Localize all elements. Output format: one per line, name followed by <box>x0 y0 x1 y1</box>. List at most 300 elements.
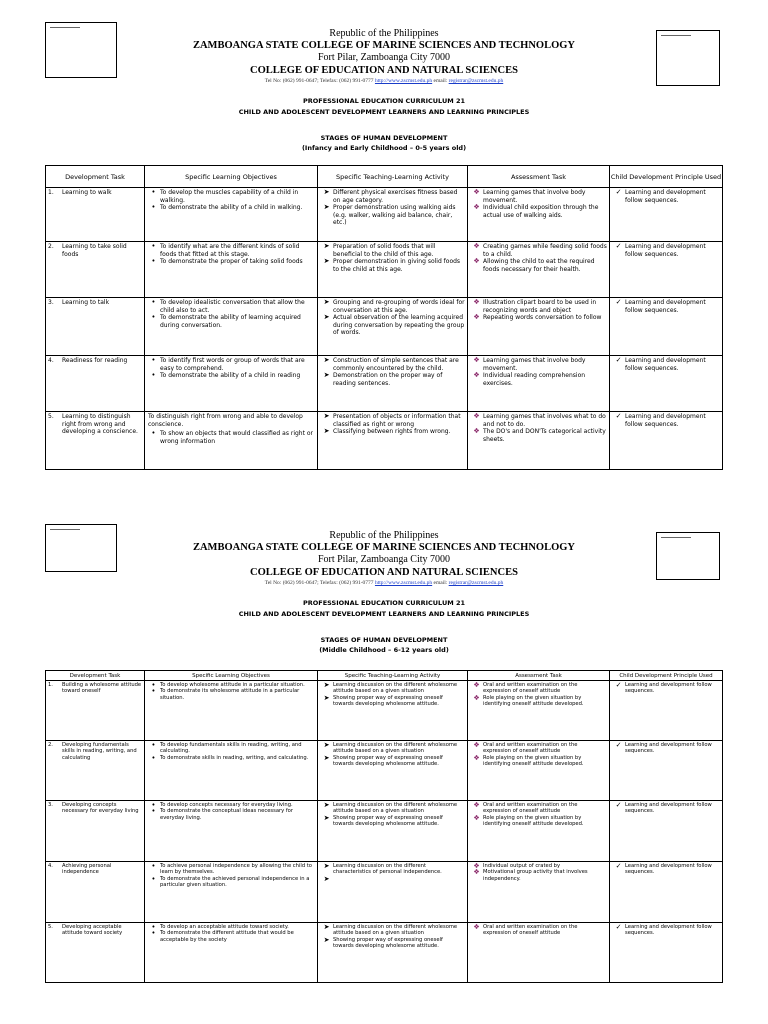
activity-text: Different physical exercises fitness based on age category. <box>333 189 458 204</box>
assessment-text: Oral and written examination on the expression of oneself attitude <box>483 924 578 937</box>
assessment-item <box>470 189 607 204</box>
objective-item <box>147 204 315 212</box>
assessment-text: Learning games that involve body movement. <box>483 189 586 204</box>
bullet-icon: • <box>151 313 156 322</box>
arrow-icon: ➤ <box>323 427 330 436</box>
objective-item <box>147 876 315 889</box>
objective-text: To demonstrate the conceptual ideas necessary for everyday living. <box>160 808 293 821</box>
arrow-icon: ➤ <box>323 298 330 306</box>
objective-text: To identify what are the different kinds of solid foods that fitted at this stage. <box>160 243 300 258</box>
letterhead-address: Fort Pilar, Zamboanga City 7000 <box>317 52 451 63</box>
objective-list <box>145 681 317 702</box>
objective-item <box>147 189 315 204</box>
left-logo-placeholder <box>45 524 117 572</box>
diamond-icon: ❖ <box>473 242 480 250</box>
activity-text: Learning discussion on the different characteristics of personal independence. <box>333 863 442 876</box>
principle-list <box>610 356 722 373</box>
diamond-icon: ❖ <box>473 203 480 212</box>
curriculum-table-infancy <box>45 165 723 470</box>
principle-text: Learning and development follow sequences. <box>625 924 712 937</box>
principle-cell <box>610 862 723 923</box>
principle-cell <box>610 801 723 862</box>
objective-text: To demonstrate the achieved personal independence in a particular given situation. <box>160 875 310 889</box>
course-subtitle: CHILD AND ADOLESCENT DEVELOPMENT LEARNERS AND LEARNING PRINCIPLES <box>238 108 530 116</box>
letterhead-contact: Tel No: (062) 991-0647; Telefax: (062) 991-0777 http://www.zscmst.edu.ph email: registrar@zscmst.edu.ph <box>264 580 504 586</box>
activity-list <box>318 801 467 829</box>
assessment-list <box>468 801 609 829</box>
objective-text: To identify first words or group of words that are easy to comprehend. <box>160 357 305 372</box>
bullet-icon: • <box>151 929 156 938</box>
activity-text: Showing proper way of expressing oneself towards developing wholesome attitude. <box>333 754 443 768</box>
table-row <box>46 356 723 412</box>
objective-cell <box>145 298 318 356</box>
development-task <box>46 356 144 366</box>
principle-text: Learning and development follow sequences. <box>625 189 706 204</box>
activity-cell <box>318 412 468 470</box>
assessment-item <box>470 357 607 372</box>
assessment-text: Role playing on the given situation by identifying oneself attitude developed. <box>483 694 584 708</box>
objective-item <box>147 314 315 329</box>
assessment-list <box>468 681 609 709</box>
activity-item <box>320 695 465 708</box>
objective-text: To develop fundamentals skills in reading, writing, and calculating. <box>160 742 302 755</box>
assessment-item <box>470 258 607 273</box>
diamond-icon: ❖ <box>473 693 480 702</box>
assessment-cell <box>468 801 610 862</box>
assessment-item <box>470 755 607 768</box>
development-task-cell <box>46 741 145 801</box>
objective-item <box>147 299 315 314</box>
activity-cell <box>318 862 468 923</box>
assessment-item <box>470 869 607 882</box>
activity-list <box>318 412 467 437</box>
activity-item <box>320 742 465 755</box>
column-header-activity: Specific Teaching-Learning Activity <box>318 166 468 188</box>
activity-item <box>320 243 465 258</box>
principle-list <box>610 801 722 816</box>
development-task-cell <box>46 801 145 862</box>
diamond-icon: ❖ <box>473 741 480 749</box>
activity-text: Proper demonstration in giving solid foods to the child at this age. <box>333 258 461 273</box>
activity-text: Showing proper way of expressing oneself towards developing wholesome attitude. <box>333 694 443 708</box>
check-icon: ✓ <box>615 412 622 420</box>
principle-item <box>612 357 720 372</box>
diamond-icon: ❖ <box>473 313 480 322</box>
task-text: Developing fundamentals skills in reading, writing, and calculating <box>62 742 137 761</box>
assessment-cell <box>468 741 610 801</box>
development-task-cell <box>46 923 145 983</box>
activity-cell <box>318 356 468 412</box>
arrow-icon: ➤ <box>323 923 330 931</box>
table-row <box>46 681 723 741</box>
principle-list <box>610 188 722 205</box>
task-text: Learning to take solid foods <box>62 243 127 258</box>
activity-text: Preparation of solid foods that will beneficial to the child of this age. <box>333 243 436 258</box>
task-number: 2. <box>48 243 54 250</box>
activity-list <box>318 242 467 274</box>
objective-cell <box>145 862 318 923</box>
development-task <box>46 862 144 877</box>
diamond-icon: ❖ <box>473 412 480 420</box>
activity-cell <box>318 681 468 741</box>
assessment-cell <box>468 862 610 923</box>
curriculum-table-middle-childhood <box>45 670 723 983</box>
principle-item <box>612 299 720 314</box>
activity-cell <box>318 242 468 298</box>
arrow-icon: ➤ <box>323 935 330 944</box>
website-link[interactable]: http://www.zscmst.edu.ph <box>374 580 433 586</box>
letterhead-contact: Tel No: (062) 991-0647; Telefax: (062) 991-0777 http://www.zscmst.edu.ph email: registrar@zscmst.edu.ph <box>264 78 504 84</box>
activity-cell <box>318 298 468 356</box>
column-header-assessment: Assessment Task <box>468 166 610 188</box>
development-task-cell <box>46 862 145 923</box>
activity-list <box>318 923 467 951</box>
principle-item <box>612 189 720 204</box>
activity-item <box>320 428 465 436</box>
course-subtitle: CHILD AND ADOLESCENT DEVELOPMENT LEARNERS AND LEARNING PRINCIPLES <box>238 610 530 618</box>
objective-text: To demonstrate the ability of learning acquired during conversation. <box>160 314 301 329</box>
assessment-list <box>468 741 609 769</box>
principle-item <box>612 413 720 428</box>
assessment-item <box>470 372 607 387</box>
activity-text: Showing proper way of expressing oneself towards developing wholesome attitude. <box>333 814 443 828</box>
course-title: PROFESSIONAL EDUCATION CURRICULUM 21 <box>302 599 466 607</box>
assessment-text: Learning games that involves what to do and not to do. <box>483 413 606 428</box>
development-task-cell <box>46 188 145 242</box>
activity-list <box>318 298 467 338</box>
assessment-text: Individual reading comprehension exercises. <box>483 372 586 387</box>
principle-list <box>610 298 722 315</box>
assessment-list <box>468 188 609 220</box>
activity-item <box>320 299 465 314</box>
stage-titles <box>100 133 668 153</box>
activity-item <box>320 863 465 876</box>
letterhead-college: COLLEGE OF EDUCATION AND NATURAL SCIENCES <box>250 65 518 76</box>
diamond-icon: ❖ <box>473 257 480 266</box>
principle-item <box>612 863 720 876</box>
letterhead <box>150 28 618 86</box>
diamond-icon: ❖ <box>473 801 480 809</box>
diamond-icon: ❖ <box>473 753 480 762</box>
principle-text: Learning and development follow sequences. <box>625 682 712 695</box>
diamond-icon: ❖ <box>473 371 480 380</box>
principle-cell <box>610 681 723 741</box>
principle-list <box>610 681 722 696</box>
assessment-text: Role playing on the given situation by identifying oneself attitude developed. <box>483 814 584 828</box>
table-row <box>46 188 723 242</box>
arrow-icon: ➤ <box>323 412 330 420</box>
arrow-icon: ➤ <box>323 681 330 689</box>
arrow-icon: ➤ <box>323 371 330 380</box>
diamond-icon: ❖ <box>473 862 480 870</box>
assessment-text: Allowing the child to eat the required foods necessary for their health. <box>483 258 595 273</box>
activity-item <box>320 815 465 828</box>
objective-cell <box>145 741 318 801</box>
assessment-text: Motivational group activity that involves independency. <box>483 869 588 882</box>
activity-text: Proper demonstration using walking aids (e.g. walker, walking aid balance, chair, etc.) <box>333 204 456 227</box>
activity-cell <box>318 923 468 983</box>
activity-text: Learning discussion on the different wholesome attitude based on a given situation <box>333 802 458 815</box>
arrow-icon: ➤ <box>323 693 330 702</box>
assessment-item <box>470 428 607 443</box>
assessment-text: Oral and written examination on the expression of oneself attitude <box>483 742 578 755</box>
assessment-text: Oral and written examination on the expression of oneself attitude <box>483 802 578 815</box>
letterhead-school: ZAMBOANGA STATE COLLEGE OF MARINE SCIENCES AND TECHNOLOGY <box>192 542 576 553</box>
activity-item <box>320 357 465 372</box>
website-link[interactable]: http://www.zscmst.edu.ph <box>374 78 433 84</box>
objective-text: To develop an acceptable attitude toward society. <box>160 924 289 930</box>
assessment-list <box>468 412 609 444</box>
activity-item <box>320 682 465 695</box>
task-text: Learning to talk <box>62 299 110 306</box>
activity-list <box>318 741 467 769</box>
assessment-cell <box>468 356 610 412</box>
table-row <box>46 923 723 983</box>
assessment-list <box>468 298 609 323</box>
assessment-item <box>470 243 607 258</box>
bullet-icon: • <box>151 687 156 696</box>
principle-item <box>612 802 720 815</box>
assessment-text: Illustration clipart board to be used in recognizing words and object <box>483 299 597 314</box>
assessment-item <box>470 204 607 219</box>
development-task <box>46 242 144 259</box>
diamond-icon: ❖ <box>473 298 480 306</box>
activity-text: Presentation of objects or information that classified as right or wrong <box>333 413 461 428</box>
stage-title: STAGES OF HUMAN DEVELOPMENT <box>320 134 448 142</box>
task-number: 4. <box>48 863 53 869</box>
letterhead-address: Fort Pilar, Zamboanga City 7000 <box>317 554 451 565</box>
task-text: Developing acceptable attitude toward society <box>62 924 123 937</box>
column-header-objectives: Specific Learning Objectives <box>145 671 318 681</box>
task-number: 4. <box>48 357 54 364</box>
principle-list <box>610 741 722 756</box>
bullet-icon: • <box>151 874 156 883</box>
principle-text: Learning and development follow sequences. <box>625 742 712 755</box>
principle-cell <box>610 741 723 801</box>
objective-item <box>147 372 315 380</box>
assessment-item <box>470 815 607 828</box>
column-header-task: Development Task <box>46 166 145 188</box>
objective-list <box>145 188 317 213</box>
task-number: 1. <box>48 189 54 196</box>
arrow-icon: ➤ <box>323 753 330 762</box>
objective-list <box>145 862 317 890</box>
assessment-list <box>468 242 609 274</box>
objective-cell <box>145 923 318 983</box>
objective-item <box>147 688 315 701</box>
bullet-icon: • <box>151 356 156 364</box>
left-logo-placeholder <box>45 22 117 78</box>
assessment-item <box>470 695 607 708</box>
arrow-icon: ➤ <box>323 801 330 809</box>
table-row <box>46 862 723 923</box>
objective-text: To develop idealistic conversation that allow the child also to act. <box>160 299 305 314</box>
check-icon: ✓ <box>615 356 622 364</box>
letterhead-republic: Republic of the Philippines <box>329 530 439 541</box>
right-logo-placeholder <box>656 30 720 86</box>
bullet-icon: • <box>151 188 156 196</box>
check-icon: ✓ <box>615 862 622 870</box>
activity-text: Classifying between rights from wrong. <box>333 428 451 436</box>
assessment-item <box>470 924 607 937</box>
right-logo-placeholder <box>656 532 720 580</box>
task-number: 1. <box>48 682 53 688</box>
objective-item <box>147 430 315 445</box>
development-task-cell <box>46 356 145 412</box>
objective-cell <box>145 188 318 242</box>
activity-item <box>320 937 465 950</box>
development-task <box>46 188 144 198</box>
assessment-list <box>468 356 609 388</box>
development-task-cell <box>46 681 145 741</box>
assessment-cell <box>468 298 610 356</box>
development-task-cell <box>46 298 145 356</box>
development-task <box>46 412 144 437</box>
assessment-item <box>470 742 607 755</box>
assessment-list <box>468 862 609 883</box>
assessment-item <box>470 413 607 428</box>
letterhead-college: COLLEGE OF EDUCATION AND NATURAL SCIENCES <box>250 567 518 578</box>
letterhead-school: ZAMBOANGA STATE COLLEGE OF MARINE SCIENCES AND TECHNOLOGY <box>192 40 576 51</box>
arrow-icon: ➤ <box>323 862 330 870</box>
activity-item <box>320 258 465 273</box>
check-icon: ✓ <box>615 242 622 250</box>
objective-text: To demonstrate the different attitude that would be acceptable by the society <box>160 930 294 943</box>
arrow-icon: ➤ <box>323 874 330 883</box>
development-task <box>46 923 144 938</box>
principle-list <box>610 242 722 259</box>
objective-item <box>147 863 315 876</box>
objective-text: To achieve personal independence by allowing the child to learn by themselves. <box>160 863 312 876</box>
activity-text: Learning discussion on the different wholesome attitude based on a given situation <box>333 924 458 937</box>
activity-text: Demonstration on the proper way of reading sentences. <box>333 372 443 387</box>
stage-period: (Infancy and Early Childhood – 0-5 years old) <box>301 144 467 152</box>
principle-cell <box>610 298 723 356</box>
check-icon: ✓ <box>615 801 622 809</box>
column-header-principle: Child Development Principle Used <box>610 671 723 681</box>
assessment-text: Individual child exposition through the actual use of walking aids. <box>483 204 599 219</box>
objective-cell <box>145 681 318 741</box>
objective-item <box>147 808 315 821</box>
assessment-cell <box>468 188 610 242</box>
activity-cell <box>318 741 468 801</box>
task-text: Learning to distinguish right from wrong and developing a conscience. <box>62 413 138 436</box>
assessment-text: Creating games while feeding solid foods to a child. <box>483 243 607 258</box>
bullet-icon: • <box>151 801 156 809</box>
task-text: Learning to walk <box>62 189 112 196</box>
principle-list <box>610 923 722 938</box>
development-task <box>46 681 144 696</box>
check-icon: ✓ <box>615 681 622 689</box>
principle-text: Learning and development follow sequences. <box>625 299 706 314</box>
email-link[interactable]: registrar@zscmst.edu.ph <box>448 78 504 84</box>
arrow-icon: ➤ <box>323 313 330 322</box>
activity-text: Actual observation of the learning acquired during conversation by repeating the group of words. <box>333 314 465 337</box>
table-row <box>46 412 723 470</box>
objective-cell <box>145 242 318 298</box>
table-row <box>46 801 723 862</box>
task-number: 2. <box>48 742 53 748</box>
bullet-icon: • <box>151 257 156 266</box>
check-icon: ✓ <box>615 188 622 196</box>
column-header-objectives: Specific Learning Objectives <box>145 166 318 188</box>
assessment-text: The DO's and DON'Ts categorical activity sheets. <box>483 428 606 443</box>
activity-text: Learning discussion on the different wholesome attitude based on a given situation <box>333 682 458 695</box>
objective-item <box>147 742 315 755</box>
table-row <box>46 741 723 801</box>
objective-text: To demonstrate the ability of a child in reading <box>160 372 301 380</box>
diamond-icon: ❖ <box>473 868 480 877</box>
arrow-icon: ➤ <box>323 813 330 822</box>
diamond-icon: ❖ <box>473 427 480 436</box>
assessment-list <box>468 923 609 938</box>
activity-item <box>320 802 465 815</box>
activity-item <box>320 755 465 768</box>
course-titles <box>100 96 668 118</box>
bullet-icon: • <box>151 741 156 749</box>
activity-item <box>320 372 465 387</box>
task-text: Developing concepts necessary for everyday living <box>62 802 139 815</box>
activity-text: Grouping and re-grouping of words ideal for conversation at this age. <box>333 299 465 314</box>
activity-list <box>318 188 467 228</box>
arrow-icon: ➤ <box>323 356 330 364</box>
column-header-assessment: Assessment Task <box>468 671 610 681</box>
principle-cell <box>610 188 723 242</box>
check-icon: ✓ <box>615 298 622 306</box>
assessment-item <box>470 682 607 695</box>
check-icon: ✓ <box>615 741 622 749</box>
bullet-icon: • <box>151 203 156 212</box>
arrow-icon: ➤ <box>323 188 330 196</box>
task-number: 5. <box>48 924 53 930</box>
stage-titles <box>100 635 668 655</box>
assessment-text: Oral and written examination on the expression of oneself attitude <box>483 682 578 695</box>
principle-list <box>610 862 722 877</box>
objective-list <box>145 356 317 381</box>
assessment-item <box>470 314 607 322</box>
objective-text: To develop the muscles capability of a child in walking. <box>160 189 299 204</box>
objective-list <box>145 741 317 762</box>
development-task <box>46 801 144 816</box>
task-number: 5. <box>48 413 54 420</box>
diamond-icon: ❖ <box>473 681 480 689</box>
assessment-cell <box>468 923 610 983</box>
email-link[interactable]: registrar@zscmst.edu.ph <box>448 580 504 586</box>
assessment-item <box>470 802 607 815</box>
assessment-text: Role playing on the given situation by identifying oneself attitude developed. <box>483 754 584 768</box>
objective-text: To demonstrate its wholesome attitude in a particular situation. <box>160 688 300 701</box>
objective-list <box>145 801 317 822</box>
task-text: Building a wholesome attitude toward oneself <box>62 682 142 695</box>
development-task-cell <box>46 242 145 298</box>
diamond-icon: ❖ <box>473 188 480 196</box>
development-task <box>46 741 144 762</box>
course-title: PROFESSIONAL EDUCATION CURRICULUM 21 <box>302 97 466 105</box>
principle-cell <box>610 412 723 470</box>
diamond-icon: ❖ <box>473 923 480 931</box>
objective-item <box>147 357 315 372</box>
objective-plain-text: To distinguish right from wrong and able to develop conscience. <box>148 413 303 428</box>
task-text: Achieving personal independence <box>62 863 112 876</box>
objective-cell <box>145 801 318 862</box>
diamond-icon: ❖ <box>473 813 480 822</box>
assessment-item <box>470 299 607 314</box>
assessment-text: Individual output of crated by <box>483 863 561 869</box>
bullet-icon: • <box>151 681 156 689</box>
bullet-icon: • <box>151 371 156 380</box>
objective-item <box>147 243 315 258</box>
stage-period: (Middle Childhood – 6-12 years old) <box>319 646 449 654</box>
